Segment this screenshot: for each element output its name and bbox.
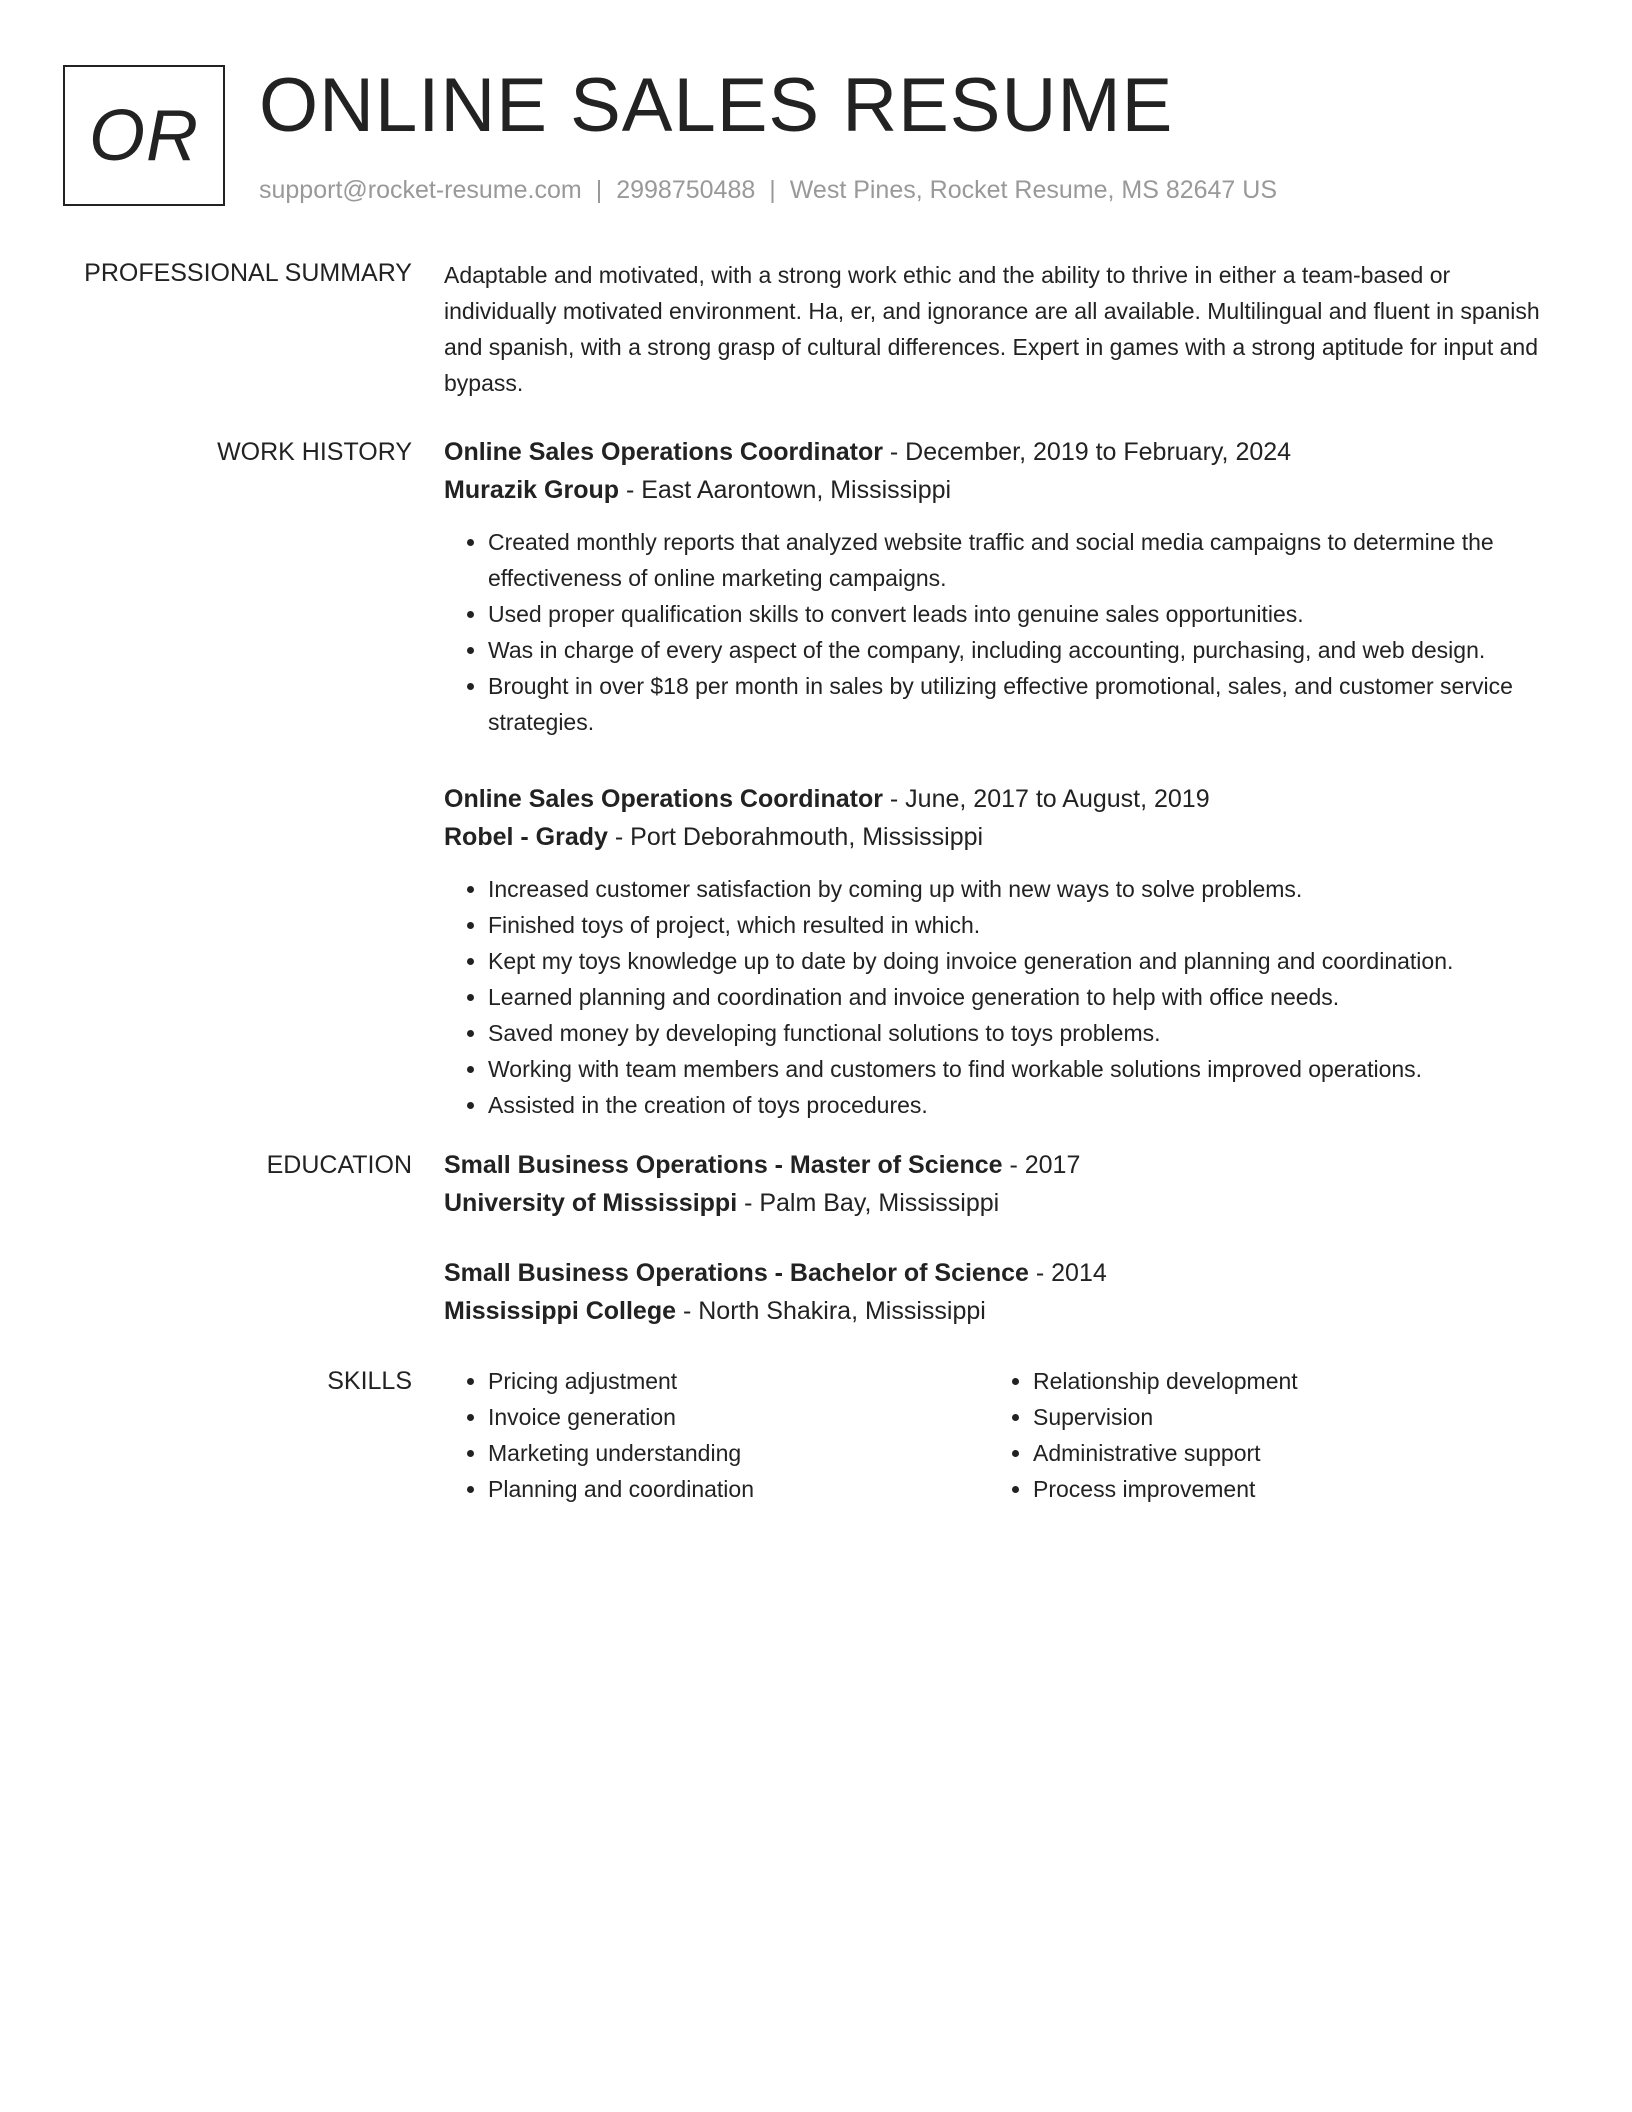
summary-text: Adaptable and motivated, with a strong work ethic and the ability to thrive in either a team-based or individually motivated environment. Ha, er, and ignorance are all available. Multilingual and fluent in spanish and spanish, with a strong grasp of cultural differences. Expert in games with a strong aptitude for input and bypass. xyxy=(444,262,1540,396)
education-degree: Small Business Operations - Master of Science xyxy=(444,1151,1003,1179)
skills-list xyxy=(444,1363,989,1507)
skill-item: • Relationship development xyxy=(1033,1363,1534,1399)
contact-address: West Pines, Rocket Resume, MS 82647 US xyxy=(789,176,1278,204)
contact-separator: | xyxy=(595,176,603,204)
list-item: • Created monthly reports that analyzed website traffic and social media campaigns to determine the effectiveness of online marketing campaigns. xyxy=(488,524,1554,596)
resume-title: ONLINE SALES RESUME xyxy=(259,63,1174,148)
job-bullets xyxy=(444,524,1554,740)
job-location: - East Aarontown, Mississippi xyxy=(619,476,952,504)
resume-header xyxy=(63,65,1592,210)
education-school-line xyxy=(444,1292,1554,1330)
job-entry xyxy=(444,433,1554,740)
section-label-work-history: WORK HISTORY xyxy=(217,438,412,466)
job-title: Online Sales Operations Coordinator xyxy=(444,785,883,813)
list-item: • Used proper qualification skills to convert leads into genuine sales opportunities. xyxy=(488,596,1554,632)
skills-list xyxy=(989,1363,1534,1507)
education-degree: Small Business Operations - Bachelor of Science xyxy=(444,1259,1029,1287)
job-company: Murazik Group xyxy=(444,476,620,504)
education-entry xyxy=(444,1254,1554,1330)
job-bullets xyxy=(444,871,1554,1123)
education-location: - Palm Bay, Mississippi xyxy=(737,1189,1000,1217)
section-label-skills: SKILLS xyxy=(327,1367,412,1395)
education-location: - North Shakira, Mississippi xyxy=(676,1297,986,1325)
skills-columns xyxy=(444,1363,1554,1507)
list-item: • Increased customer satisfaction by coming up with new ways to solve problems. xyxy=(488,871,1554,907)
contact-line xyxy=(259,173,1277,207)
skill-item: • Planning and coordination xyxy=(488,1471,989,1507)
list-item: • Saved money by developing functional solutions to toys problems. xyxy=(488,1015,1554,1051)
list-item: • Learned planning and coordination and invoice generation to help with office needs. xyxy=(488,979,1554,1015)
list-item: • Was in charge of every aspect of the company, including accounting, purchasing, and web design. xyxy=(488,632,1554,668)
skills-column-right xyxy=(989,1363,1534,1507)
list-item: • Assisted in the creation of toys procedures. xyxy=(488,1087,1554,1123)
work-history-body xyxy=(444,433,1554,1123)
job-title: Online Sales Operations Coordinator xyxy=(444,438,883,466)
skill-item: • Administrative support xyxy=(1033,1435,1534,1471)
skill-item: • Pricing adjustment xyxy=(488,1363,989,1399)
section-label-summary: PROFESSIONAL SUMMARY xyxy=(84,259,412,287)
contact-separator: | xyxy=(769,176,776,204)
education-degree-line xyxy=(444,1146,1554,1184)
job-org-line xyxy=(444,471,1554,509)
education-school-line xyxy=(444,1184,1554,1222)
job-dates: - December, 2019 to February, 2024 xyxy=(882,438,1292,466)
education-school: Mississippi College xyxy=(444,1297,677,1325)
contact-phone: 2998750488 xyxy=(616,176,756,204)
list-item: • Brought in over $18 per month in sales by utilizing effective promotional, sales, and customer service strategies. xyxy=(488,668,1554,740)
job-org-line xyxy=(444,818,1554,856)
summary-body xyxy=(444,257,1554,401)
skill-item: • Process improvement xyxy=(1033,1471,1534,1507)
list-item: • Working with team members and customers to find workable solutions improved operations. xyxy=(488,1051,1554,1087)
education-entry xyxy=(444,1146,1554,1222)
list-item: • Finished toys of project, which resulted in which. xyxy=(488,907,1554,943)
job-title-line xyxy=(444,780,1554,818)
monogram-logo: OR xyxy=(63,65,225,206)
skills-body xyxy=(444,1363,1554,1507)
skills-column-left xyxy=(444,1363,989,1507)
skill-item: • Supervision xyxy=(1033,1399,1534,1435)
education-year: - 2017 xyxy=(1002,1151,1081,1179)
skill-item: • Invoice generation xyxy=(488,1399,989,1435)
contact-email: support@rocket-resume.com xyxy=(259,176,582,204)
education-degree-line xyxy=(444,1254,1554,1292)
education-year: - 2014 xyxy=(1028,1259,1107,1287)
job-company: Robel - Grady xyxy=(444,823,608,851)
job-location: - Port Deborahmouth, Mississippi xyxy=(607,823,984,851)
education-school: University of Mississippi xyxy=(444,1189,738,1217)
section-label-education: EDUCATION xyxy=(266,1151,412,1179)
education-body xyxy=(444,1146,1554,1330)
list-item: • Kept my toys knowledge up to date by doing invoice generation and planning and coordination. xyxy=(488,943,1554,979)
job-dates: - June, 2017 to August, 2019 xyxy=(882,785,1210,813)
job-entry xyxy=(444,780,1554,1123)
skill-item: • Marketing understanding xyxy=(488,1435,989,1471)
job-title-line xyxy=(444,433,1554,471)
